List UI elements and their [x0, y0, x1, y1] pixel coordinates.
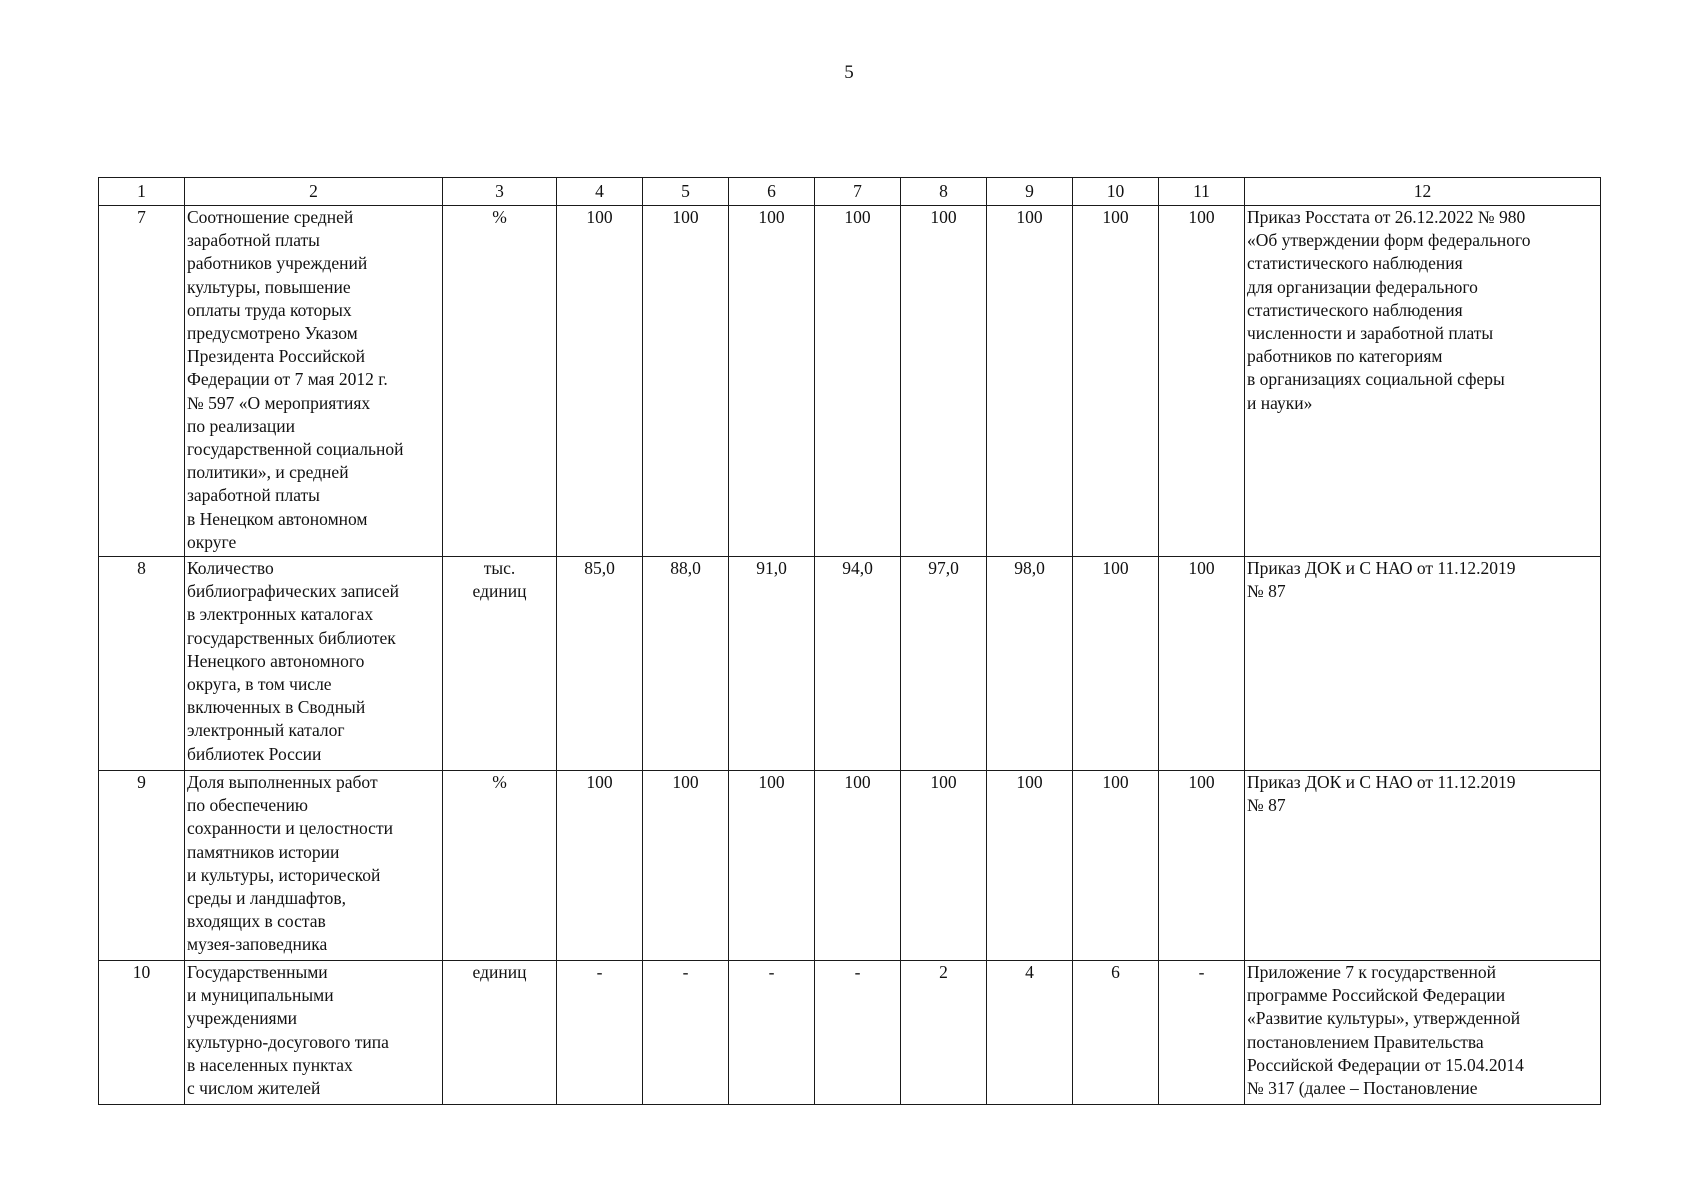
header-cell: 12 [1245, 178, 1601, 206]
value-cell: 85,0 [557, 557, 643, 771]
value-cell: 2 [901, 961, 987, 1105]
unit-cell: % [443, 206, 557, 557]
header-cell: 3 [443, 178, 557, 206]
header-cell: 7 [815, 178, 901, 206]
page-number: 5 [844, 62, 854, 83]
value-cell: - [729, 961, 815, 1105]
unit-cell: единиц [443, 961, 557, 1105]
indicator-name: Доля выполненных работ по обеспечению сохранности и целостности памятников истории и культуры, исторической среды и ландшафтов, входящих в состав музея-заповедника [185, 771, 443, 961]
table-row [99, 771, 1601, 961]
unit-cell: тыс. единиц [443, 557, 557, 771]
value-cell: 100 [1073, 206, 1159, 557]
value-cell: - [557, 961, 643, 1105]
value-cell: 97,0 [901, 557, 987, 771]
table-row [99, 206, 1601, 557]
value-cell: 100 [1159, 557, 1245, 771]
row-number: 9 [99, 771, 185, 961]
value-cell: 100 [1073, 771, 1159, 961]
value-cell: - [815, 961, 901, 1105]
value-cell: 100 [643, 771, 729, 961]
value-cell: 100 [901, 771, 987, 961]
value-cell: 100 [643, 206, 729, 557]
value-cell: 88,0 [643, 557, 729, 771]
indicators-table [98, 177, 1601, 1105]
header-cell: 8 [901, 178, 987, 206]
row-number: 8 [99, 557, 185, 771]
value-cell: - [1159, 961, 1245, 1105]
value-cell: 100 [1159, 771, 1245, 961]
value-cell: 98,0 [987, 557, 1073, 771]
value-cell: 4 [987, 961, 1073, 1105]
value-cell: 91,0 [729, 557, 815, 771]
header-cell: 4 [557, 178, 643, 206]
header-cell: 1 [99, 178, 185, 206]
indicator-name: Государственными и муниципальными учреждениями культурно-досугового типа в населенных пунктах с числом жителей [185, 961, 443, 1105]
header-cell: 5 [643, 178, 729, 206]
table-header-row [99, 178, 1601, 206]
header-cell: 6 [729, 178, 815, 206]
indicator-name: Соотношение средней заработной платы работников учреждений культуры, повышение оплаты труда которых предусмотрено Указом Президента Российской Федерации от 7 мая 2012 г. № 597 «О мероприятиях по реализации государственной социальной политики», и средней заработной платы в Ненецком автономном округе [185, 206, 443, 557]
source-cell: Приложение 7 к государственной программе Российской Федерации «Развитие культуры», утвержденной постановлением Правительства Российской Федерации от 15.04.2014 № 317 (далее – Постановление [1245, 961, 1601, 1105]
value-cell: 100 [1073, 557, 1159, 771]
value-cell: 100 [729, 771, 815, 961]
header-cell: 11 [1159, 178, 1245, 206]
source-cell: Приказ ДОК и С НАО от 11.12.2019 № 87 [1245, 771, 1601, 961]
value-cell: 100 [1159, 206, 1245, 557]
source-cell: Приказ ДОК и С НАО от 11.12.2019 № 87 [1245, 557, 1601, 771]
table-row [99, 961, 1601, 1105]
value-cell: 6 [1073, 961, 1159, 1105]
header-cell: 10 [1073, 178, 1159, 206]
value-cell: 100 [815, 206, 901, 557]
indicator-name: Количество библиографических записей в электронных каталогах государственных библиотек Ненецкого автономного округа, в том числе включенных в Сводный электронный каталог библиотек России [185, 557, 443, 771]
source-cell: Приказ Росстата от 26.12.2022 № 980 «Об утверждении форм федерального статистического наблюдения для организации федерального статистического наблюдения численности и заработной платы работников по категориям в организациях социальной сферы и науки» [1245, 206, 1601, 557]
value-cell: 100 [815, 771, 901, 961]
unit-cell: % [443, 771, 557, 961]
value-cell: 100 [557, 771, 643, 961]
value-cell: 100 [987, 771, 1073, 961]
value-cell: 100 [729, 206, 815, 557]
value-cell: 100 [901, 206, 987, 557]
value-cell: 100 [987, 206, 1073, 557]
header-cell: 2 [185, 178, 443, 206]
value-cell: 100 [557, 206, 643, 557]
row-number: 7 [99, 206, 185, 557]
row-number: 10 [99, 961, 185, 1105]
table-row [99, 557, 1601, 771]
value-cell: - [643, 961, 729, 1105]
value-cell: 94,0 [815, 557, 901, 771]
header-cell: 9 [987, 178, 1073, 206]
